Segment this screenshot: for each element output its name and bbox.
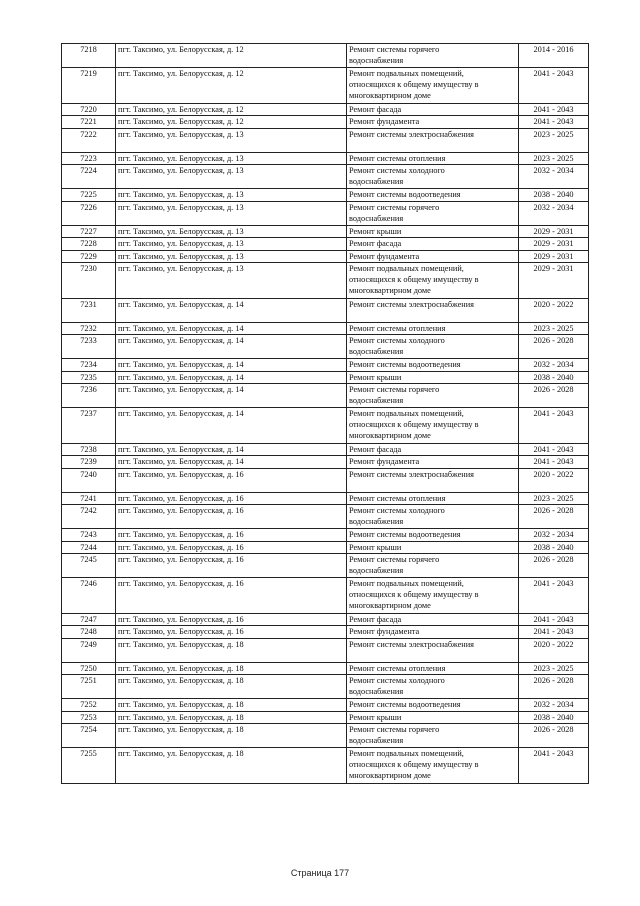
repair-schedule-table	[61, 43, 589, 784]
table-row	[62, 238, 589, 251]
period-cell: 2026 - 2028	[519, 724, 589, 748]
work-type-cell: Ремонт подвальных помещений, относящихся к общему имуществу в многоквартирном доме	[347, 263, 519, 299]
period-cell: 2026 - 2028	[519, 675, 589, 699]
period-cell: 2041 - 2043	[519, 408, 589, 444]
address-cell: пгт. Таксимо, ул. Белорусская, д. 14	[116, 322, 347, 335]
row-number-cell: 7252	[62, 699, 116, 712]
row-number-cell: 7237	[62, 408, 116, 444]
table-row	[62, 443, 589, 456]
work-type-cell: Ремонт системы водоотведения	[347, 699, 519, 712]
table-row	[62, 578, 589, 614]
address-cell: пгт. Таксимо, ул. Белорусская, д. 14	[116, 298, 347, 322]
row-number-cell: 7224	[62, 165, 116, 189]
address-cell: пгт. Таксимо, ул. Белорусская, д. 14	[116, 384, 347, 408]
table-row	[62, 699, 589, 712]
row-number-cell: 7253	[62, 711, 116, 724]
address-cell: пгт. Таксимо, ул. Белорусская, д. 16	[116, 613, 347, 626]
address-cell: пгт. Таксимо, ул. Белорусская, д. 13	[116, 201, 347, 225]
period-cell: 2041 - 2043	[519, 626, 589, 639]
table-row	[62, 662, 589, 675]
period-cell: 2023 - 2025	[519, 128, 589, 152]
period-cell: 2038 - 2040	[519, 541, 589, 554]
row-number-cell: 7246	[62, 578, 116, 614]
row-number-cell: 7229	[62, 250, 116, 263]
row-number-cell: 7226	[62, 201, 116, 225]
table-row	[62, 225, 589, 238]
period-cell: 2026 - 2028	[519, 335, 589, 359]
table-row	[62, 298, 589, 322]
page-number: Страница 177	[290, 868, 350, 878]
row-number-cell: 7244	[62, 541, 116, 554]
work-type-cell: Ремонт подвальных помещений, относящихся к общему имуществу в многоквартирном доме	[347, 408, 519, 444]
address-cell: пгт. Таксимо, ул. Белорусская, д. 18	[116, 675, 347, 699]
period-cell: 2038 - 2040	[519, 371, 589, 384]
table-row	[62, 529, 589, 542]
work-type-cell: Ремонт системы горячего водоснабжения	[347, 724, 519, 748]
period-cell: 2041 - 2043	[519, 456, 589, 469]
table-row	[62, 128, 589, 152]
table-row	[62, 189, 589, 202]
row-number-cell: 7250	[62, 662, 116, 675]
row-number-cell: 7221	[62, 116, 116, 129]
address-cell: пгт. Таксимо, ул. Белорусская, д. 14	[116, 371, 347, 384]
row-number-cell: 7248	[62, 626, 116, 639]
work-type-cell: Ремонт системы отопления	[347, 662, 519, 675]
work-type-cell: Ремонт системы электроснабжения	[347, 298, 519, 322]
work-type-cell: Ремонт системы холодного водоснабжения	[347, 675, 519, 699]
table-row	[62, 384, 589, 408]
address-cell: пгт. Таксимо, ул. Белорусская, д. 18	[116, 724, 347, 748]
table-row	[62, 359, 589, 372]
address-cell: пгт. Таксимо, ул. Белорусская, д. 14	[116, 443, 347, 456]
period-cell: 2026 - 2028	[519, 384, 589, 408]
address-cell: пгт. Таксимо, ул. Белорусская, д. 16	[116, 529, 347, 542]
row-number-cell: 7218	[62, 44, 116, 68]
work-type-cell: Ремонт фасада	[347, 238, 519, 251]
period-cell: 2029 - 2031	[519, 263, 589, 299]
work-type-cell: Ремонт фасада	[347, 443, 519, 456]
table-row	[62, 724, 589, 748]
table-row	[62, 201, 589, 225]
address-cell: пгт. Таксимо, ул. Белорусская, д. 13	[116, 165, 347, 189]
row-number-cell: 7231	[62, 298, 116, 322]
table-row	[62, 408, 589, 444]
address-cell: пгт. Таксимо, ул. Белорусская, д. 16	[116, 554, 347, 578]
table-row	[62, 626, 589, 639]
table-row	[62, 371, 589, 384]
address-cell: пгт. Таксимо, ул. Белорусская, д. 18	[116, 638, 347, 662]
address-cell: пгт. Таксимо, ул. Белорусская, д. 12	[116, 116, 347, 129]
table-row	[62, 505, 589, 529]
address-cell: пгт. Таксимо, ул. Белорусская, д. 12	[116, 103, 347, 116]
period-cell: 2023 - 2025	[519, 492, 589, 505]
work-type-cell: Ремонт системы отопления	[347, 322, 519, 335]
work-type-cell: Ремонт фундамента	[347, 456, 519, 469]
table-row	[62, 116, 589, 129]
work-type-cell: Ремонт крыши	[347, 541, 519, 554]
period-cell: 2032 - 2034	[519, 201, 589, 225]
work-type-cell: Ремонт подвальных помещений, относящихся к общему имуществу в многоквартирном доме	[347, 68, 519, 104]
table-row	[62, 68, 589, 104]
address-cell: пгт. Таксимо, ул. Белорусская, д. 16	[116, 505, 347, 529]
row-number-cell: 7220	[62, 103, 116, 116]
table-row	[62, 748, 589, 784]
table-row	[62, 711, 589, 724]
work-type-cell: Ремонт системы холодного водоснабжения	[347, 165, 519, 189]
table-row	[62, 44, 589, 68]
row-number-cell: 7240	[62, 468, 116, 492]
period-cell: 2029 - 2031	[519, 250, 589, 263]
period-cell: 2041 - 2043	[519, 103, 589, 116]
address-cell: пгт. Таксимо, ул. Белорусская, д. 13	[116, 238, 347, 251]
table-row	[62, 322, 589, 335]
work-type-cell: Ремонт системы отопления	[347, 152, 519, 165]
period-cell: 2020 - 2022	[519, 298, 589, 322]
period-cell: 2023 - 2025	[519, 662, 589, 675]
row-number-cell: 7227	[62, 225, 116, 238]
address-cell: пгт. Таксимо, ул. Белорусская, д. 13	[116, 263, 347, 299]
row-number-cell: 7249	[62, 638, 116, 662]
period-cell: 2020 - 2022	[519, 638, 589, 662]
work-type-cell: Ремонт крыши	[347, 225, 519, 238]
period-cell: 2029 - 2031	[519, 225, 589, 238]
table-row	[62, 335, 589, 359]
work-type-cell: Ремонт фасада	[347, 613, 519, 626]
address-cell: пгт. Таксимо, ул. Белорусская, д. 13	[116, 152, 347, 165]
row-number-cell: 7230	[62, 263, 116, 299]
work-type-cell: Ремонт системы холодного водоснабжения	[347, 335, 519, 359]
period-cell: 2032 - 2034	[519, 165, 589, 189]
table-row	[62, 468, 589, 492]
period-cell: 2023 - 2025	[519, 152, 589, 165]
work-type-cell: Ремонт фасада	[347, 103, 519, 116]
period-cell: 2032 - 2034	[519, 529, 589, 542]
address-cell: пгт. Таксимо, ул. Белорусская, д. 14	[116, 456, 347, 469]
address-cell: пгт. Таксимо, ул. Белорусская, д. 12	[116, 44, 347, 68]
row-number-cell: 7232	[62, 322, 116, 335]
address-cell: пгт. Таксимо, ул. Белорусская, д. 14	[116, 335, 347, 359]
row-number-cell: 7242	[62, 505, 116, 529]
work-type-cell: Ремонт подвальных помещений, относящихся к общему имуществу в многоквартирном доме	[347, 578, 519, 614]
work-type-cell: Ремонт системы водоотведения	[347, 189, 519, 202]
row-number-cell: 7245	[62, 554, 116, 578]
address-cell: пгт. Таксимо, ул. Белорусская, д. 16	[116, 492, 347, 505]
table-row	[62, 165, 589, 189]
table-row	[62, 541, 589, 554]
work-type-cell: Ремонт подвальных помещений, относящихся к общему имуществу в многоквартирном доме	[347, 748, 519, 784]
address-cell: пгт. Таксимо, ул. Белорусская, д. 18	[116, 662, 347, 675]
table-row	[62, 263, 589, 299]
address-cell: пгт. Таксимо, ул. Белорусская, д. 14	[116, 359, 347, 372]
row-number-cell: 7219	[62, 68, 116, 104]
period-cell: 2041 - 2043	[519, 613, 589, 626]
period-cell: 2041 - 2043	[519, 116, 589, 129]
table-row	[62, 638, 589, 662]
table-row	[62, 456, 589, 469]
row-number-cell: 7234	[62, 359, 116, 372]
period-cell: 2026 - 2028	[519, 554, 589, 578]
row-number-cell: 7225	[62, 189, 116, 202]
row-number-cell: 7223	[62, 152, 116, 165]
row-number-cell: 7255	[62, 748, 116, 784]
address-cell: пгт. Таксимо, ул. Белорусская, д. 16	[116, 626, 347, 639]
address-cell: пгт. Таксимо, ул. Белорусская, д. 16	[116, 578, 347, 614]
period-cell: 2014 - 2016	[519, 44, 589, 68]
row-number-cell: 7241	[62, 492, 116, 505]
work-type-cell: Ремонт системы электроснабжения	[347, 638, 519, 662]
table-row	[62, 554, 589, 578]
work-type-cell: Ремонт системы водоотведения	[347, 529, 519, 542]
row-number-cell: 7251	[62, 675, 116, 699]
address-cell: пгт. Таксимо, ул. Белорусская, д. 13	[116, 250, 347, 263]
period-cell: 2041 - 2043	[519, 748, 589, 784]
period-cell: 2038 - 2040	[519, 189, 589, 202]
address-cell: пгт. Таксимо, ул. Белорусская, д. 18	[116, 711, 347, 724]
work-type-cell: Ремонт фундамента	[347, 250, 519, 263]
period-cell: 2038 - 2040	[519, 711, 589, 724]
work-type-cell: Ремонт фундамента	[347, 116, 519, 129]
row-number-cell: 7222	[62, 128, 116, 152]
period-cell: 2029 - 2031	[519, 238, 589, 251]
row-number-cell: 7243	[62, 529, 116, 542]
work-type-cell: Ремонт системы горячего водоснабжения	[347, 44, 519, 68]
work-type-cell: Ремонт системы горячего водоснабжения	[347, 384, 519, 408]
address-cell: пгт. Таксимо, ул. Белорусская, д. 16	[116, 541, 347, 554]
address-cell: пгт. Таксимо, ул. Белорусская, д. 13	[116, 189, 347, 202]
work-type-cell: Ремонт системы электроснабжения	[347, 468, 519, 492]
work-type-cell: Ремонт системы горячего водоснабжения	[347, 554, 519, 578]
address-cell: пгт. Таксимо, ул. Белорусская, д. 13	[116, 128, 347, 152]
table-row	[62, 152, 589, 165]
period-cell: 2041 - 2043	[519, 578, 589, 614]
row-number-cell: 7236	[62, 384, 116, 408]
work-type-cell: Ремонт системы горячего водоснабжения	[347, 201, 519, 225]
work-type-cell: Ремонт крыши	[347, 371, 519, 384]
work-type-cell: Ремонт системы холодного водоснабжения	[347, 505, 519, 529]
work-type-cell: Ремонт фундамента	[347, 626, 519, 639]
row-number-cell: 7254	[62, 724, 116, 748]
table-row	[62, 675, 589, 699]
row-number-cell: 7238	[62, 443, 116, 456]
period-cell: 2023 - 2025	[519, 322, 589, 335]
work-type-cell: Ремонт крыши	[347, 711, 519, 724]
period-cell: 2032 - 2034	[519, 359, 589, 372]
period-cell: 2041 - 2043	[519, 68, 589, 104]
period-cell: 2026 - 2028	[519, 505, 589, 529]
address-cell: пгт. Таксимо, ул. Белорусская, д. 16	[116, 468, 347, 492]
work-type-cell: Ремонт системы электроснабжения	[347, 128, 519, 152]
address-cell: пгт. Таксимо, ул. Белорусская, д. 18	[116, 699, 347, 712]
address-cell: пгт. Таксимо, ул. Белорусская, д. 12	[116, 68, 347, 104]
table-row	[62, 613, 589, 626]
period-cell: 2041 - 2043	[519, 443, 589, 456]
table-body	[62, 44, 589, 784]
row-number-cell: 7233	[62, 335, 116, 359]
period-cell: 2020 - 2022	[519, 468, 589, 492]
period-cell: 2032 - 2034	[519, 699, 589, 712]
address-cell: пгт. Таксимо, ул. Белорусская, д. 18	[116, 748, 347, 784]
row-number-cell: 7235	[62, 371, 116, 384]
table-row	[62, 250, 589, 263]
table-row	[62, 492, 589, 505]
row-number-cell: 7239	[62, 456, 116, 469]
table-row	[62, 103, 589, 116]
work-type-cell: Ремонт системы отопления	[347, 492, 519, 505]
address-cell: пгт. Таксимо, ул. Белорусская, д. 14	[116, 408, 347, 444]
row-number-cell: 7247	[62, 613, 116, 626]
address-cell: пгт. Таксимо, ул. Белорусская, д. 13	[116, 225, 347, 238]
work-type-cell: Ремонт системы водоотведения	[347, 359, 519, 372]
row-number-cell: 7228	[62, 238, 116, 251]
